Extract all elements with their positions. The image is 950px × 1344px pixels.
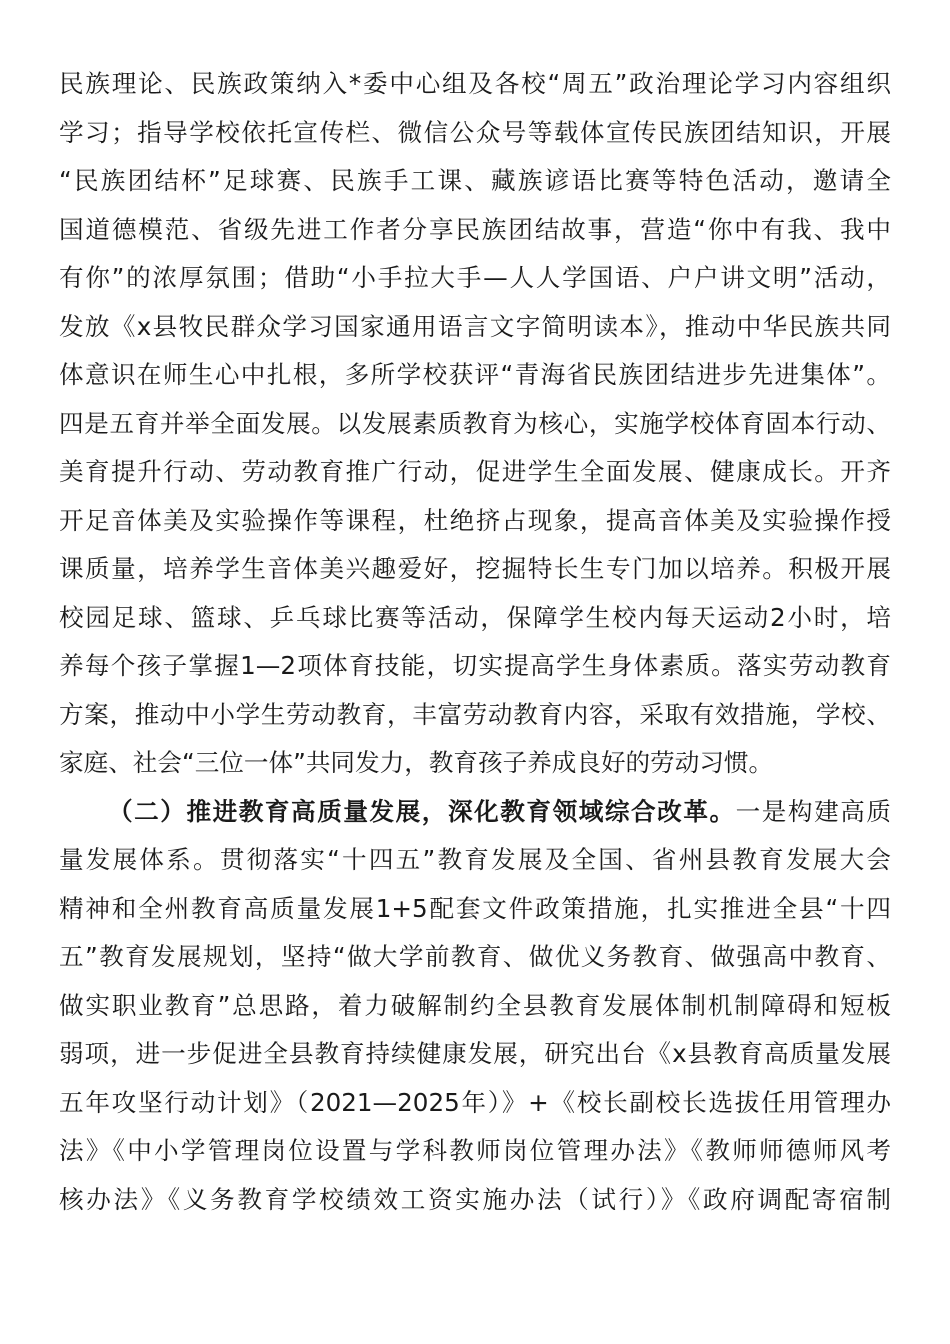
text-line: “民族团结杯”足球赛、民族手工课、藏族谚语比赛等特色活动，邀请全 — [59, 166, 891, 195]
text-line: 五年攻坚行动计划》（2021—2025年）》+《校长副校长选拔任用管理办 — [59, 1087, 891, 1117]
text-line: 国道德模范、省级先进工作者分享民族团结故事，营造“你中有我、我中 — [59, 214, 891, 244]
text-line: 核办法》《义务教育学校绩效工资实施办法（试行）》《政府调配寄宿制 — [59, 1184, 891, 1214]
paragraph-gaozhiliang-fazhan — [59, 788, 891, 1225]
text-line: 学习；指导学校依托宣传栏、微信公众号等载体宣传民族团结知识，开展 — [59, 117, 891, 147]
text-line: 四是五育并举全面发展。以发展素质教育为核心，实施学校体育固本行动、 — [59, 408, 891, 438]
text-line: 发放《x县牧民群众学习国家通用语言文字简明读本》，推动中华民族共同 — [59, 311, 891, 341]
text-line: 做实职业教育”总思路，着力破解制约全县教育发展体制机制障碍和短板 — [59, 990, 891, 1020]
text-line: 弱项，进一步促进全县教育持续健康发展，研究出台《x县教育高质量发展 — [59, 1039, 891, 1068]
section-heading: （二）推进教育高质量发展，深化教育领域综合改革。 — [108, 796, 736, 826]
text-line: 家庭、社会“三位一体”共同发力，教育孩子养成良好的劳动习惯。 — [59, 748, 774, 777]
text-line: 课质量，培养学生音体美兴趣爱好，挖掘特长生专门加以培养。积极开展 — [59, 554, 891, 583]
text-line: 量发展体系。贯彻落实“十四五”教育发展及全国、省州县教育发展大会 — [59, 845, 891, 874]
text-line: 校园足球、篮球、乒乓球比赛等活动，保障学生校内每天运动2小时，培 — [59, 602, 891, 632]
text-line: 精神和全州教育高质量发展1+5配套文件政策措施，扎实推进全县“十四 — [59, 893, 891, 923]
text-line: 法》《中小学管理岗位设置与学科教师岗位管理办法》《教师师德师风考 — [59, 1136, 891, 1165]
text-line: 民族理论、民族政策纳入*委中心组及各校“周五”政治理论学习内容组织 — [59, 69, 891, 98]
paragraph-minzu-tuanjie — [59, 60, 891, 788]
document-body — [59, 60, 891, 1224]
text-line: 五”教育发展规划，坚持“做大学前教育、做优义务教育、做强高中教育、 — [59, 942, 891, 971]
text-line: 养每个孩子掌握1—2项体育技能，切实提高学生身体素质。落实劳动教育 — [59, 651, 891, 680]
section-heading-line — [59, 788, 891, 837]
text-line: 方案，推动中小学生劳动教育，丰富劳动教育内容，采取有效措施，学校、 — [59, 699, 891, 729]
text-line: 美育提升行动、劳动教育推广行动，促进学生全面发展、健康成长。开齐 — [59, 457, 891, 486]
text-line: 开足音体美及实验操作等课程，杜绝挤占现象，提高音体美及实验操作授 — [59, 505, 891, 535]
text-line: 有你”的浓厚氛围；借助“小手拉大手—人人学国语、户户讲文明”活动， — [59, 263, 891, 292]
text-line: 体意识在师生心中扎根，多所学校获评“青海省民族团结进步先进集体”。 — [59, 360, 891, 389]
heading-tail-text: 一是构建高质 — [735, 796, 891, 826]
